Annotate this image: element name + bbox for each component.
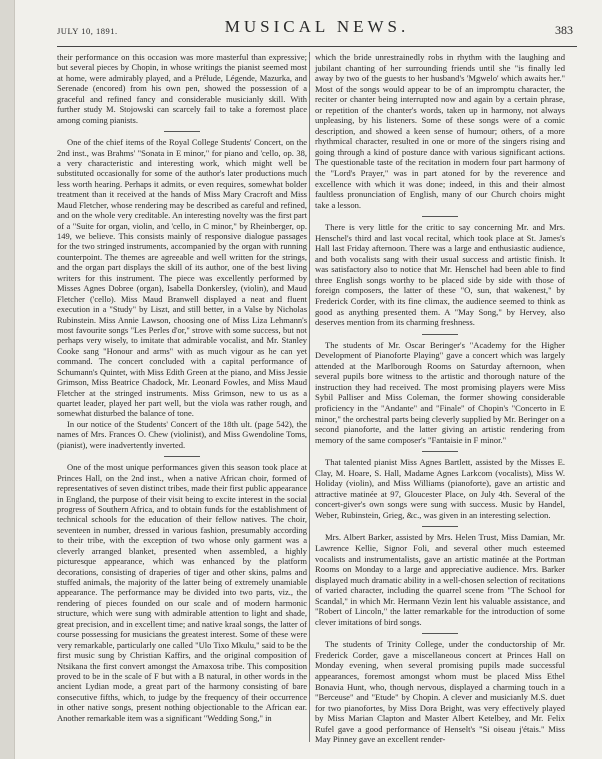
separator-rule — [164, 456, 200, 457]
article-paragraph: In our notice of the Students' Concert of the 18th ult. (page 542), the names of Mrs. Frances O. Chew (violinist), and Miss Gwendoline Toms, (pianist), were inadvertently inverted. — [57, 418, 307, 450]
page-number: 383 — [555, 23, 573, 37]
right-column — [315, 52, 565, 745]
page-header — [57, 17, 577, 43]
header-rule — [57, 46, 577, 47]
article-paragraph: One of the chief items of the Royal College Students' Concert, on the 2nd inst., was Brahms' "Sonata in E minor," for piano and 'cello, op. 38, a very characteristic and interesting work, which might well be substituted occasionally for some of the author's later productions much less worth hearing. Perhaps it admits, or even requires, somewhat bolder treatment than it received at the hands of Miss Mary Cracroft and Miss Maud Fletcher, whose rendering may be described as careful and refined, and on the whole very creditable. An interesting novelty was the first part of a "Suite for organ, violin, and 'cello, in C minor," by Rheinberger, op. 149, we believe. This consists mainly of responsive dialogue passages for the two stringed instruments, accompanied by the organ with running counterpoint. The themes are agreeable and well written for the strings, and the organ part displays the skill of its author, one of the best living writers for this instrument. The piece was excellently performed by Misses Agnes Dobree (organ), Isabella Donkersley, (violin), and Maud Fletcher ('cello). Miss Maud Branwell displayed a neat and fluent execution in a "Study" by Liszt, and still better, in a Valse by Nicholas Rubinstein. Miss Annie Lawson, choosing one of Miss Liza Lehmann's most favourite songs "Les Perles d'or," strove with some success, but not perhaps very wisely, to imitate that admirable vocalist, and Mr. Stanley Cooke sang "Honour and arms" with as much vigour as he can yet command. The concert concluded with a capital performance of Schumann's Quintet, with Miss Edith Green at the piano, and Miss Jessie Grimson, Miss Beatrice Chadock, Mr. Leonard Fowles, and Miss Maud Fletcher at the stringed instruments. Miss Grimson, new to us as a quartet leader, played her part well, but the viola was rather rough, and somewhat disturbed the balance of tone. — [57, 137, 307, 419]
separator-rule — [422, 334, 458, 335]
masthead-title: MUSICAL NEWS. — [224, 17, 410, 36]
separator-rule — [422, 216, 458, 217]
binding-edge — [0, 0, 15, 759]
article-paragraph: The students of Mr. Oscar Beringer's "Academy for the Higher Development of Pianoforte Playing" gave a concert which was largely attended at the Marlborough Rooms on Saturday afternoon, when several pupils bore witness to the artistic and thorough nature of the instruction they had received. The most promising players were Miss Sybil Palliser and Miss Coleman, the former showing considerable proficiency in the "Andante" and "Finale" of Chopin's "Concerto in E minor," the orchestral parts being cleverly supplied by Mr. Beringer on a second pianoforte, and the latter giving an artistic rendering from memory of the same composer's "Fantaisie in F minor." — [315, 339, 565, 445]
separator-rule — [422, 526, 458, 527]
separator-rule — [164, 131, 200, 132]
article-paragraph: their performance on this occasion was more masterful than expressive; but several pieces by Chopin, in whose writings the pianist seemed most at home, were admirably played, and a Prélude, Légende, Mazurka, and Serenade (encored) from his own pen, showed the possession of a graceful and refined fancy and considerable musicianly skill. With further study M. Stojowski can scarcely fail to take a foremost place among coming pianists. — [57, 52, 307, 125]
left-column — [57, 52, 307, 723]
article-paragraph: Mrs. Albert Barker, assisted by Mrs. Helen Trust, Miss Damian, Mr. Lawrence Kellie, Signor Foli, and several other much esteemed vocalists and instrumentalists, gave an artistic matinée at the Portman Rooms on Monday to a large and appreciative audience. Mrs. Barker displayed much dramatic ability in a well-chosen selection of recitations of varied character, including the quarrel scene from "The School for Scandal," in which Mr. Hermann Vezin lent his valuable assistance, and "Robert of Lincoln," the latter remarkable for the introduction of some clever imitations of bird songs. — [315, 532, 565, 627]
article-paragraph: One of the most unique performances given this season took place at Princes Hall, on the 2nd inst., when a native African choir, formed of representatives of seven distinct tribes, made their first public appearance in England, the purpose of their visit being to excite interest in the social progress of Southern Africa, and to obtain funds for the establishment of technical schools for the education of their fellow natives. The choir, seventeen in number, dressed in various fashion, presumably according to their tribe, with the exception of two whose only garment was a cleverly arranged blanket, presented when assembled, a highly picturesque appearance, which was enhanced by the platform decorations, consisting of draperies of tiger and other skins, palms and stuffed animals, the majority of the latter being of extremely unamiable appearance. The performance may be divided into two parts, viz., the rendering of pieces founded on our scale and of modern harmonic structure, which were sung with admirable attention to light and shade, great precision, and in excellent time; and native kraal songs, the latter of course possessing for musicians the greatest interest. Some of these were very remarkable, particularly one called "Ulo Tixo Mkulu," said to be the first music sung by Christian Kaffirs, and the original composition of Ntsikana the first convert amongst the Amaxosa tribe. This composition proved to be in the scale of F but with a B natural, in other words in the ancient Lydian mode, a great part of the harmony consisting of bare consecutive fifths, which, to judge by the frequency of their occurrence in other native songs, present nothing objectionable to the African ear. Another remarkable item was a significant "Wedding Song," in — [57, 462, 307, 723]
column-divider — [309, 52, 310, 742]
article-paragraph: That talented pianist Miss Agnes Bartlett, assisted by the Misses E. Clay, M. Hoare, S. Hall, Madame Agnes Larkcom (vocalists), Miss W. Holiday (violin), and Miss Williams (pianoforte), gave an artistic and attractive matinée at 97, Gloucester Place, on July 4th. Several of the concert-giver's own songs were sung with success. Music by Handel, Weber, Rubinstein, Grieg, &c., was given in an interesting selection. — [315, 457, 565, 520]
article-paragraph: The students of Trinity College, under the conductorship of Mr. Frederick Corder, gave a miscellaneous concert at Princes Hall on Monday evening, when several promising pupils made successful appearances, foremost amongst whom must be placed Miss Ethel Bonavia Hunt, who, though nervous, displayed a charming touch in a "Berceuse" and "Etude" by Chopin. A clever and musicianly M.S. duet for two pianofortes, by Miss Dora Bright, was very effectively played by Miss Marian Clapton and Master Albert Ketelbey, and Mr. Felix Rufel gave a good performance of Henselt's "Si oiseau j'étais." Miss May Pinney gave an excellent render- — [315, 639, 565, 745]
separator-rule — [422, 451, 458, 452]
header-date: JULY 10, 1891. — [57, 26, 118, 36]
article-paragraph: There is very little for the critic to say concerning Mr. and Mrs. Henschel's third and last vocal recital, which took place at St. James's Hall last Friday afternoon. There was a large and enthusiastic audience, and both vocalists sang with their usual success and artistic finish. It was satisfactory also to notice that Mr. Henschel had been able to find three English songs worthy to be placed side by side with those of foreign composers, the latter of these "O, sun, that wakenest," by Frederick Corder, with its fine climax, the audience seemed to think as good as anything presented them. A "May Song," by Hervey, also deserves mention from its charming freshness. — [315, 222, 565, 328]
article-paragraph: which the bride unrestrainedly robs in rhythm with the laughing and jubilant chanting of her surrounding friends until she "is finally led away by two of the guests to her husband's 'Mgwelo' which awaits her." Most of the songs would appear to be of an impromptu character, the reciter or chanter being interrupted now and again by a certain phrase, or repetition of the chanter's words, taken up in harmony, not always unpleasing, by his listeners. Some of these songs were of a comic description, and showed a keen sense of humour; others, of a more rhythmical character, resulted in one or more of the singers rising and going through a kind of posture dance with various significant actions. The questionable taste of the recitation in modern four part harmony of the "Lord's Prayer," was in part atoned for by the reverence and excellence with which it was done; indeed, in this and their almost faultless pronunciation of English, many of our Church choirs might take a lesson. — [315, 52, 565, 210]
separator-rule — [422, 633, 458, 634]
